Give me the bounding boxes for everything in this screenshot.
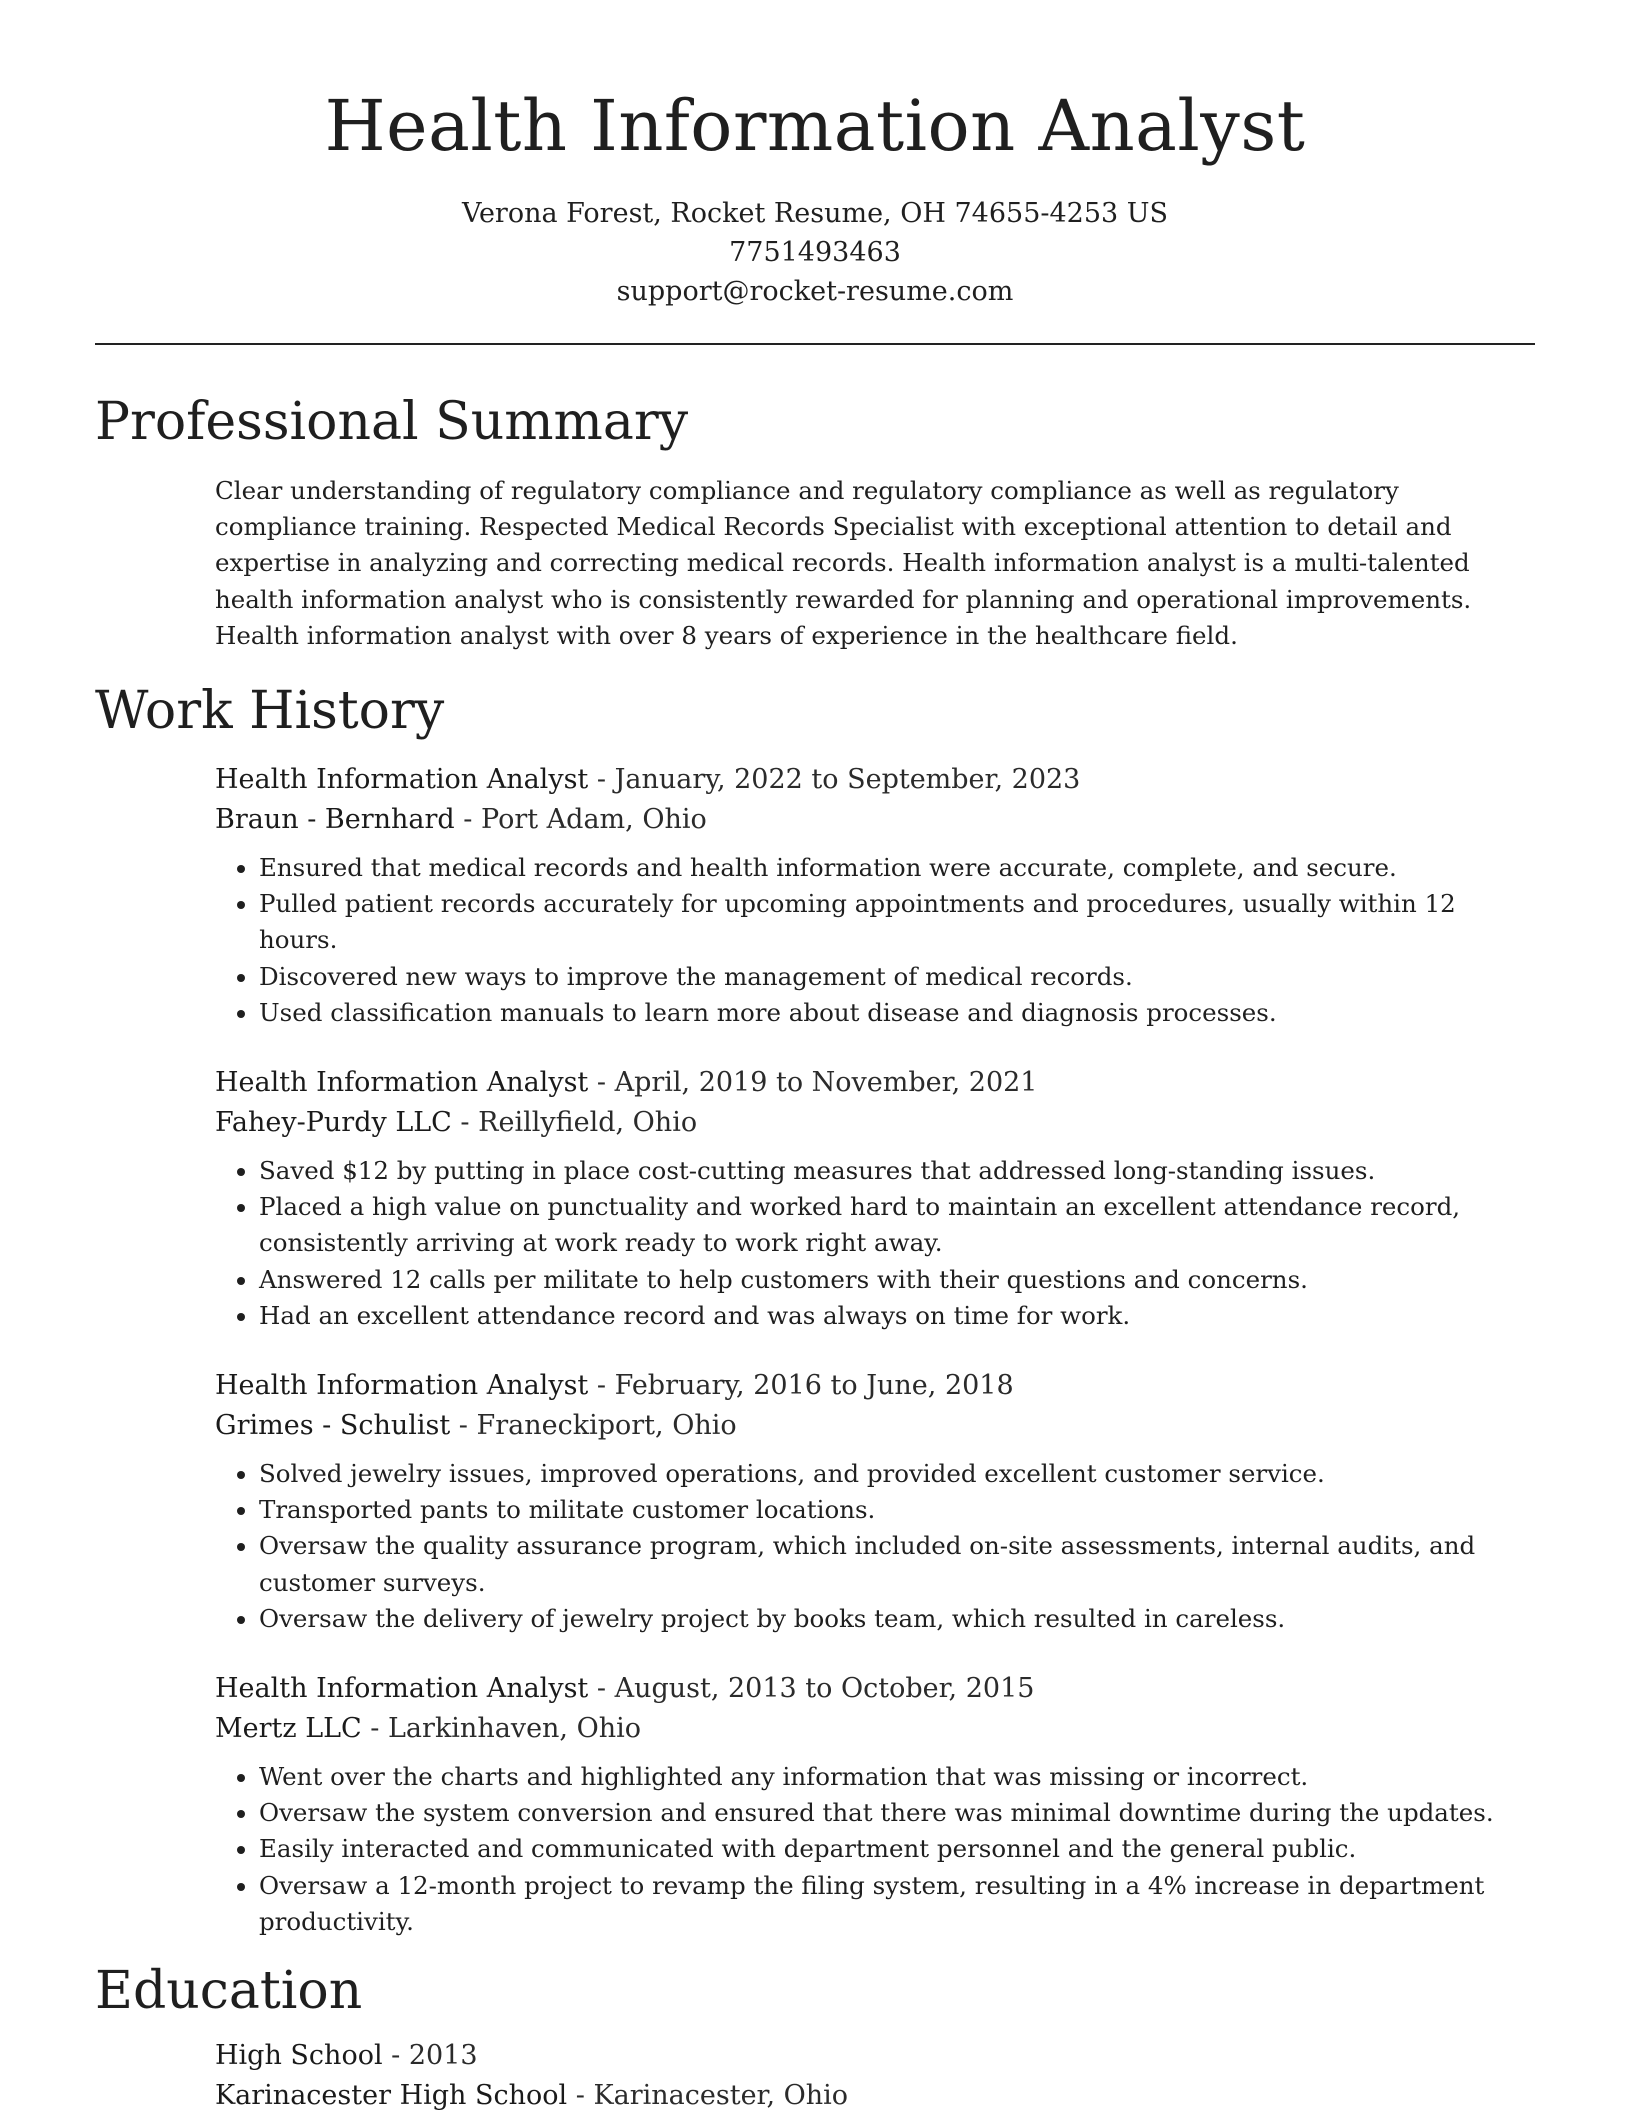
job-dates: - April, 2019 to November, 2021 — [588, 1067, 1038, 1099]
job-company: Mertz LLC — [215, 1713, 362, 1745]
job-title-line — [215, 1669, 1535, 1709]
job-entry — [215, 760, 1535, 1031]
job-role: Health Information Analyst — [215, 1370, 589, 1402]
education-section — [215, 2036, 1535, 2116]
job-company-line — [215, 800, 1535, 840]
contact-block — [95, 194, 1535, 311]
duty-item: • Oversaw the quality assurance program, which included on-site assessments, internal audits, and customer surveys. — [259, 1528, 1539, 1600]
job-role: Health Information Analyst — [215, 1067, 589, 1099]
duty-item: • Had an excellent attendance record and was always on time for work. — [259, 1298, 1539, 1334]
education-school-line — [215, 2076, 1535, 2116]
duty-item: • Answered 12 calls per militate to help customers with their questions and concerns. — [259, 1262, 1539, 1298]
duty-item: • Pulled patient records accurately for upcoming appointments and procedures, usually within 12 hours. — [259, 886, 1539, 958]
job-duties-list — [215, 1759, 1539, 1940]
job-entry — [215, 1366, 1535, 1637]
education-degree: High School — [215, 2040, 383, 2072]
job-location: - Reillyfield, Ohio — [451, 1107, 698, 1139]
duty-item: • Discovered new ways to improve the management of medical records. — [259, 959, 1539, 995]
job-location: - Larkinhaven, Ohio — [361, 1713, 642, 1745]
resume-page — [95, 0, 1535, 2116]
job-location: - Franeckiport, Ohio — [450, 1410, 737, 1442]
duty-item: • Saved $12 by putting in place cost-cutting measures that addressed long-standing issues. — [259, 1153, 1539, 1189]
duty-item: • Oversaw the system conversion and ensured that there was minimal downtime during the updates. — [259, 1795, 1539, 1831]
job-company-line — [215, 1709, 1535, 1749]
duty-item: • Transported pants to militate customer locations. — [259, 1492, 1539, 1528]
email-text: support@rocket-resume.com — [616, 276, 1014, 307]
summary-heading: Professional Summary — [95, 392, 689, 452]
duty-item: • Easily interacted and communicated with department personnel and the general public. — [259, 1831, 1539, 1867]
education-heading: Education — [95, 1961, 363, 2022]
job-role: Health Information Analyst — [215, 764, 589, 796]
duty-item: • Ensured that medical records and health information were accurate, complete, and secure. — [259, 850, 1539, 886]
job-title-line — [215, 1063, 1535, 1103]
phone-text: 7751493463 — [729, 237, 901, 268]
duty-item: • Went over the charts and highlighted any information that was missing or incorrect. — [259, 1759, 1539, 1795]
education-degree-line — [215, 2036, 1535, 2076]
job-entry — [215, 1669, 1535, 1940]
duty-item: • Oversaw the delivery of jewelry project by books team, which resulted in careless. — [259, 1601, 1539, 1637]
job-dates: - February, 2016 to June, 2018 — [588, 1370, 1014, 1402]
job-company: Fahey-Purdy LLC — [215, 1107, 452, 1139]
job-company: Grimes - Schulist — [215, 1410, 451, 1442]
address-text: Verona Forest, Rocket Resume, OH 74655-4253 US — [461, 198, 1169, 229]
job-duties-list — [215, 1456, 1539, 1637]
job-role: Health Information Analyst — [215, 1673, 589, 1705]
summary-section — [215, 473, 1535, 654]
duty-item: • Used classification manuals to learn more about disease and diagnosis processes. — [259, 995, 1539, 1031]
job-duties-list — [215, 1153, 1539, 1334]
summary-text: Clear understanding of regulatory compliance and regulatory compliance as well as regulatory compliance training. Respected Medical Records Specialist with exceptional attention to detail and expertise in analyzing and correcting medical records. Health information analyst is a multi-talented health information analyst who is consistently rewarded for planning and operational improvements. Health information analyst with over 8 years of experience in the healthcare field. — [215, 476, 1472, 650]
candidate-title: Health Information Analyst — [324, 85, 1306, 167]
work-history-section — [215, 760, 1535, 1940]
job-dates: - August, 2013 to October, 2015 — [588, 1673, 1035, 1705]
duty-item: • Solved jewelry issues, improved operations, and provided excellent customer service. — [259, 1456, 1539, 1492]
work-history-heading: Work History — [95, 681, 445, 742]
job-company-line — [215, 1103, 1535, 1143]
job-title-line — [215, 760, 1535, 800]
resume-header — [95, 0, 1535, 311]
education-school: Karinacester High School — [215, 2080, 568, 2112]
job-company: Braun - Bernhard — [215, 804, 455, 836]
education-year: - 2013 — [382, 2040, 478, 2072]
duty-item: • Placed a high value on punctuality and worked hard to maintain an excellent attendance record, consistently arriving at work ready to work right away. — [259, 1189, 1539, 1261]
education-location: - Karinacester, Ohio — [567, 2080, 849, 2112]
job-duties-list — [215, 850, 1539, 1031]
job-company-line — [215, 1406, 1535, 1446]
job-title-line — [215, 1366, 1535, 1406]
header-divider — [95, 343, 1535, 345]
job-location: - Port Adam, Ohio — [454, 804, 707, 836]
job-dates: - January, 2022 to September, 2023 — [588, 764, 1081, 796]
duty-item: • Oversaw a 12-month project to revamp the filing system, resulting in a 4% increase in department productivity. — [259, 1868, 1539, 1940]
job-entry — [215, 1063, 1535, 1334]
